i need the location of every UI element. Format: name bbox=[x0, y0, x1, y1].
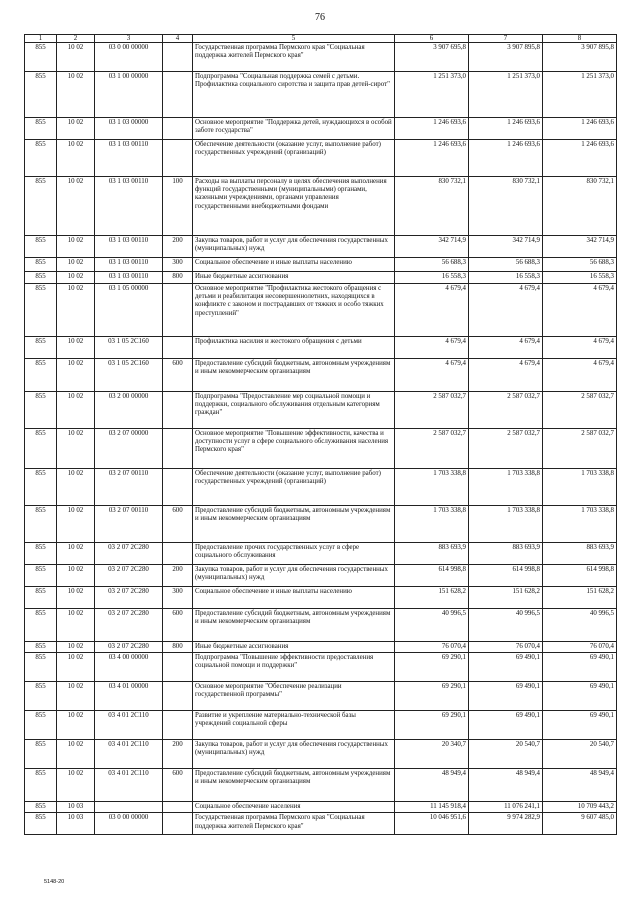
amount-year-1: 830 732,1 bbox=[395, 177, 469, 236]
department-code: 855 bbox=[25, 565, 57, 587]
amount-year-1: 3 907 695,8 bbox=[395, 43, 469, 72]
section-code: 10 03 bbox=[57, 802, 95, 813]
column-header: 5 bbox=[193, 35, 395, 43]
target-article-code: 03 2 07 2С280 bbox=[95, 642, 163, 653]
table-row bbox=[25, 469, 617, 506]
column-header: 6 bbox=[395, 35, 469, 43]
target-article-code: 03 2 00 00000 bbox=[95, 392, 163, 429]
column-header: 1 bbox=[25, 35, 57, 43]
target-article-code bbox=[95, 802, 163, 813]
expense-type-code bbox=[163, 682, 193, 711]
column-header: 4 bbox=[163, 35, 193, 43]
expense-type-code bbox=[163, 337, 193, 359]
target-article-code: 03 4 01 2С110 bbox=[95, 740, 163, 769]
amount-year-1: 76 070,4 bbox=[395, 642, 469, 653]
section-code: 10 02 bbox=[57, 258, 95, 272]
expense-type-code bbox=[163, 802, 193, 813]
amount-year-3: 69 490,1 bbox=[543, 711, 617, 740]
item-name: Основное мероприятие "Повышение эффективности, качества и доступности услуг в сфере социального обслуживания населения Пермского края" bbox=[193, 429, 395, 469]
item-name: Обеспечение деятельности (оказание услуг, выполнение работ) государственных учреждений (организаций) bbox=[193, 140, 395, 177]
amount-year-3: 10 709 443,2 bbox=[543, 802, 617, 813]
table-row bbox=[25, 272, 617, 284]
amount-year-1: 1 246 693,6 bbox=[395, 140, 469, 177]
department-code: 855 bbox=[25, 653, 57, 682]
section-code: 10 02 bbox=[57, 43, 95, 72]
amount-year-2: 342 714,9 bbox=[469, 236, 543, 258]
amount-year-3: 830 732,1 bbox=[543, 177, 617, 236]
section-code: 10 02 bbox=[57, 359, 95, 392]
item-name: Подпрограмма "Предоставление мер социальной помощи и поддержки, социального обслуживания отдельным категориям граждан" bbox=[193, 392, 395, 429]
amount-year-1: 20 340,7 bbox=[395, 740, 469, 769]
amount-year-1: 151 628,2 bbox=[395, 587, 469, 609]
section-code: 10 02 bbox=[57, 118, 95, 140]
expense-type-code bbox=[163, 469, 193, 506]
amount-year-2: 69 490,1 bbox=[469, 711, 543, 740]
amount-year-3: 40 996,5 bbox=[543, 609, 617, 642]
amount-year-3: 16 558,3 bbox=[543, 272, 617, 284]
footer-code: 5148-20 bbox=[44, 879, 65, 885]
item-name: Основное мероприятие "Обеспечение реализации государственной программы" bbox=[193, 682, 395, 711]
department-code: 855 bbox=[25, 682, 57, 711]
section-code: 10 02 bbox=[57, 587, 95, 609]
amount-year-3: 69 490,1 bbox=[543, 682, 617, 711]
department-code: 855 bbox=[25, 813, 57, 835]
target-article-code: 03 2 07 2С280 bbox=[95, 587, 163, 609]
expense-type-code: 600 bbox=[163, 359, 193, 392]
table-row bbox=[25, 258, 617, 272]
amount-year-2: 1 703 338,8 bbox=[469, 469, 543, 506]
amount-year-2: 3 907 895,8 bbox=[469, 43, 543, 72]
expense-type-code bbox=[163, 653, 193, 682]
target-article-code: 03 1 03 00000 bbox=[95, 118, 163, 140]
target-article-code: 03 1 05 00000 bbox=[95, 284, 163, 337]
amount-year-1: 2 587 032,7 bbox=[395, 392, 469, 429]
target-article-code: 03 2 07 2С280 bbox=[95, 565, 163, 587]
amount-year-2: 614 998,8 bbox=[469, 565, 543, 587]
amount-year-3: 1 251 373,0 bbox=[543, 72, 617, 118]
amount-year-3: 69 490,1 bbox=[543, 653, 617, 682]
table-row bbox=[25, 72, 617, 118]
amount-year-3: 2 587 032,7 bbox=[543, 429, 617, 469]
section-code: 10 02 bbox=[57, 392, 95, 429]
amount-year-3: 9 607 485,0 bbox=[543, 813, 617, 835]
amount-year-3: 1 246 693,6 bbox=[543, 118, 617, 140]
table-row bbox=[25, 653, 617, 682]
amount-year-3: 4 679,4 bbox=[543, 337, 617, 359]
target-article-code: 03 1 03 00110 bbox=[95, 272, 163, 284]
amount-year-1: 1 251 373,0 bbox=[395, 72, 469, 118]
amount-year-2: 2 587 032,7 bbox=[469, 429, 543, 469]
amount-year-2: 4 679,4 bbox=[469, 284, 543, 337]
section-code: 10 02 bbox=[57, 284, 95, 337]
target-article-code: 03 2 07 2С280 bbox=[95, 609, 163, 642]
department-code: 855 bbox=[25, 337, 57, 359]
amount-year-3: 4 679,4 bbox=[543, 359, 617, 392]
amount-year-2: 56 688,3 bbox=[469, 258, 543, 272]
expense-type-code bbox=[163, 543, 193, 565]
expense-type-code: 800 bbox=[163, 642, 193, 653]
amount-year-2: 2 587 032,7 bbox=[469, 392, 543, 429]
target-article-code: 03 4 01 2С110 bbox=[95, 711, 163, 740]
department-code: 855 bbox=[25, 359, 57, 392]
item-name: Предоставление субсидий бюджетным, автономным учреждениям и иным некоммерческим организациям bbox=[193, 609, 395, 642]
item-name: Государственная программа Пермского края "Социальная поддержка жителей Пермского края" bbox=[193, 43, 395, 72]
amount-year-3: 1 703 338,8 bbox=[543, 469, 617, 506]
department-code: 855 bbox=[25, 469, 57, 506]
table-row bbox=[25, 642, 617, 653]
amount-year-2: 883 693,9 bbox=[469, 543, 543, 565]
column-header: 8 bbox=[543, 35, 617, 43]
expense-type-code bbox=[163, 429, 193, 469]
amount-year-3: 4 679,4 bbox=[543, 284, 617, 337]
expense-type-code: 300 bbox=[163, 258, 193, 272]
amount-year-2: 830 732,1 bbox=[469, 177, 543, 236]
amount-year-3: 1 246 693,6 bbox=[543, 140, 617, 177]
target-article-code: 03 0 00 00000 bbox=[95, 43, 163, 72]
section-code: 10 02 bbox=[57, 337, 95, 359]
table-row bbox=[25, 543, 617, 565]
expense-type-code bbox=[163, 284, 193, 337]
item-name: Государственная программа Пермского края "Социальная поддержка жителей Пермского края" bbox=[193, 813, 395, 835]
target-article-code: 03 1 05 2С160 bbox=[95, 337, 163, 359]
section-code: 10 02 bbox=[57, 506, 95, 543]
amount-year-2: 151 628,2 bbox=[469, 587, 543, 609]
section-code: 10 02 bbox=[57, 469, 95, 506]
expense-type-code bbox=[163, 392, 193, 429]
amount-year-2: 40 996,5 bbox=[469, 609, 543, 642]
amount-year-3: 3 907 895,8 bbox=[543, 43, 617, 72]
item-name: Обеспечение деятельности (оказание услуг, выполнение работ) государственных учреждений (организаций) bbox=[193, 469, 395, 506]
target-article-code: 03 2 07 00000 bbox=[95, 429, 163, 469]
section-code: 10 03 bbox=[57, 813, 95, 835]
table-body bbox=[25, 43, 617, 835]
target-article-code: 03 1 03 00110 bbox=[95, 140, 163, 177]
department-code: 855 bbox=[25, 587, 57, 609]
item-name: Подпрограмма "Социальная поддержка семей с детьми. Профилактика социального сиротства и защита прав детей-сирот" bbox=[193, 72, 395, 118]
item-name: Профилактика насилия и жестокого обращения с детьми bbox=[193, 337, 395, 359]
amount-year-2: 1 246 693,6 bbox=[469, 118, 543, 140]
expense-type-code bbox=[163, 140, 193, 177]
amount-year-2: 4 679,4 bbox=[469, 337, 543, 359]
amount-year-1: 1 703 338,8 bbox=[395, 469, 469, 506]
amount-year-2: 4 679,4 bbox=[469, 359, 543, 392]
amount-year-3: 20 540,7 bbox=[543, 740, 617, 769]
expense-type-code bbox=[163, 711, 193, 740]
table-row bbox=[25, 609, 617, 642]
amount-year-1: 883 693,9 bbox=[395, 543, 469, 565]
amount-year-1: 4 679,4 bbox=[395, 359, 469, 392]
amount-year-2: 1 251 373,0 bbox=[469, 72, 543, 118]
table-row bbox=[25, 118, 617, 140]
section-code: 10 02 bbox=[57, 272, 95, 284]
amount-year-1: 69 290,1 bbox=[395, 653, 469, 682]
amount-year-1: 56 688,3 bbox=[395, 258, 469, 272]
table-row bbox=[25, 813, 617, 835]
section-code: 10 02 bbox=[57, 72, 95, 118]
expense-type-code: 600 bbox=[163, 609, 193, 642]
amount-year-1: 40 996,5 bbox=[395, 609, 469, 642]
amount-year-1: 4 679,4 bbox=[395, 284, 469, 337]
target-article-code: 03 1 00 00000 bbox=[95, 72, 163, 118]
expense-type-code: 600 bbox=[163, 506, 193, 543]
amount-year-2: 9 974 282,9 bbox=[469, 813, 543, 835]
item-name: Предоставление прочих государственных услуг в сфере социального обслуживания bbox=[193, 543, 395, 565]
amount-year-2: 48 949,4 bbox=[469, 769, 543, 802]
amount-year-2: 1 246 693,6 bbox=[469, 140, 543, 177]
expense-type-code: 300 bbox=[163, 587, 193, 609]
section-code: 10 02 bbox=[57, 642, 95, 653]
item-name: Закупка товаров, работ и услуг для обеспечения государственных (муниципальных) нужд bbox=[193, 740, 395, 769]
expense-type-code: 600 bbox=[163, 769, 193, 802]
column-header: 2 bbox=[57, 35, 95, 43]
section-code: 10 02 bbox=[57, 429, 95, 469]
department-code: 855 bbox=[25, 392, 57, 429]
item-name: Социальное обеспечение и иные выплаты населению bbox=[193, 258, 395, 272]
department-code: 855 bbox=[25, 769, 57, 802]
amount-year-3: 614 998,8 bbox=[543, 565, 617, 587]
amount-year-1: 1 703 338,8 bbox=[395, 506, 469, 543]
table-row bbox=[25, 429, 617, 469]
department-code: 855 bbox=[25, 429, 57, 469]
amount-year-2: 16 558,3 bbox=[469, 272, 543, 284]
item-name: Расходы на выплаты персоналу в целях обеспечения выполнения функций государственными (муниципальными) органами, казенными учреждениями, органами управления государственными внебюджетными фондами bbox=[193, 177, 395, 236]
section-code: 10 02 bbox=[57, 140, 95, 177]
department-code: 855 bbox=[25, 740, 57, 769]
table-row bbox=[25, 682, 617, 711]
section-code: 10 02 bbox=[57, 711, 95, 740]
amount-year-3: 342 714,9 bbox=[543, 236, 617, 258]
item-name: Подпрограмма "Повышение эффективности предоставления социальной помощи и поддержки" bbox=[193, 653, 395, 682]
amount-year-1: 48 949,4 bbox=[395, 769, 469, 802]
target-article-code: 03 4 00 00000 bbox=[95, 653, 163, 682]
department-code: 855 bbox=[25, 72, 57, 118]
table-row bbox=[25, 587, 617, 609]
target-article-code: 03 1 03 00110 bbox=[95, 258, 163, 272]
target-article-code: 03 2 07 00110 bbox=[95, 469, 163, 506]
department-code: 855 bbox=[25, 543, 57, 565]
amount-year-1: 69 290,1 bbox=[395, 711, 469, 740]
target-article-code: 03 1 05 2С160 bbox=[95, 359, 163, 392]
amount-year-3: 2 587 032,7 bbox=[543, 392, 617, 429]
item-name: Развитие и укрепление материально-технической базы учреждений социальной сферы bbox=[193, 711, 395, 740]
section-code: 10 02 bbox=[57, 653, 95, 682]
table-row bbox=[25, 284, 617, 337]
item-name: Основное мероприятие "Профилактика жестокого обращения с детьми и реабилитация несовершеннолетних, находящихся в конфликте с законом и пострадавших от тяжких и особо тяжких преступлений" bbox=[193, 284, 395, 337]
section-code: 10 02 bbox=[57, 177, 95, 236]
expense-type-code: 800 bbox=[163, 272, 193, 284]
expense-type-code bbox=[163, 118, 193, 140]
amount-year-1: 4 679,4 bbox=[395, 337, 469, 359]
department-code: 855 bbox=[25, 118, 57, 140]
header-row bbox=[25, 35, 617, 43]
budget-table bbox=[24, 34, 617, 835]
amount-year-2: 69 490,1 bbox=[469, 653, 543, 682]
table-row bbox=[25, 337, 617, 359]
amount-year-3: 76 070,4 bbox=[543, 642, 617, 653]
section-code: 10 02 bbox=[57, 682, 95, 711]
column-header: 7 bbox=[469, 35, 543, 43]
item-name: Закупка товаров, работ и услуг для обеспечения государственных (муниципальных) нужд bbox=[193, 236, 395, 258]
table-row bbox=[25, 236, 617, 258]
target-article-code: 03 4 01 2С110 bbox=[95, 769, 163, 802]
amount-year-1: 342 714,9 bbox=[395, 236, 469, 258]
target-article-code: 03 4 01 00000 bbox=[95, 682, 163, 711]
column-header: 3 bbox=[95, 35, 163, 43]
section-code: 10 02 bbox=[57, 565, 95, 587]
amount-year-1: 10 046 951,6 bbox=[395, 813, 469, 835]
department-code: 855 bbox=[25, 642, 57, 653]
item-name: Предоставление субсидий бюджетным, автономным учреждениям и иным некоммерческим организациям bbox=[193, 506, 395, 543]
table-row bbox=[25, 177, 617, 236]
department-code: 855 bbox=[25, 802, 57, 813]
expense-type-code: 200 bbox=[163, 740, 193, 769]
expense-type-code: 200 bbox=[163, 565, 193, 587]
table-row bbox=[25, 802, 617, 813]
section-code: 10 02 bbox=[57, 740, 95, 769]
amount-year-1: 69 290,1 bbox=[395, 682, 469, 711]
item-name: Предоставление субсидий бюджетным, автономным учреждениям и иным некоммерческим организациям bbox=[193, 359, 395, 392]
amount-year-3: 151 628,2 bbox=[543, 587, 617, 609]
department-code: 855 bbox=[25, 284, 57, 337]
amount-year-3: 1 703 338,8 bbox=[543, 506, 617, 543]
section-code: 10 02 bbox=[57, 769, 95, 802]
expense-type-code bbox=[163, 43, 193, 72]
expense-type-code bbox=[163, 813, 193, 835]
department-code: 855 bbox=[25, 43, 57, 72]
item-name: Предоставление субсидий бюджетным, автономным учреждениям и иным некоммерческим организациям bbox=[193, 769, 395, 802]
amount-year-2: 1 703 338,8 bbox=[469, 506, 543, 543]
target-article-code: 03 2 07 2С280 bbox=[95, 543, 163, 565]
table-row bbox=[25, 711, 617, 740]
amount-year-1: 614 998,8 bbox=[395, 565, 469, 587]
department-code: 855 bbox=[25, 140, 57, 177]
target-article-code: 03 1 03 00110 bbox=[95, 236, 163, 258]
item-name: Социальное обеспечение и иные выплаты населению bbox=[193, 587, 395, 609]
expense-type-code: 200 bbox=[163, 236, 193, 258]
department-code: 855 bbox=[25, 609, 57, 642]
amount-year-1: 11 145 918,4 bbox=[395, 802, 469, 813]
department-code: 855 bbox=[25, 177, 57, 236]
section-code: 10 02 bbox=[57, 609, 95, 642]
department-code: 855 bbox=[25, 711, 57, 740]
department-code: 855 bbox=[25, 506, 57, 543]
table-row bbox=[25, 140, 617, 177]
amount-year-3: 48 949,4 bbox=[543, 769, 617, 802]
amount-year-1: 16 558,3 bbox=[395, 272, 469, 284]
expense-type-code: 100 bbox=[163, 177, 193, 236]
item-name: Закупка товаров, работ и услуг для обеспечения государственных (муниципальных) нужд bbox=[193, 565, 395, 587]
amount-year-2: 20 540,7 bbox=[469, 740, 543, 769]
section-code: 10 02 bbox=[57, 543, 95, 565]
department-code: 855 bbox=[25, 236, 57, 258]
amount-year-2: 69 490,1 bbox=[469, 682, 543, 711]
section-code: 10 02 bbox=[57, 236, 95, 258]
department-code: 855 bbox=[25, 258, 57, 272]
target-article-code: 03 0 00 00000 bbox=[95, 813, 163, 835]
amount-year-3: 56 688,3 bbox=[543, 258, 617, 272]
table-row bbox=[25, 392, 617, 429]
table-row bbox=[25, 769, 617, 802]
page-number: 76 bbox=[315, 12, 325, 23]
amount-year-3: 883 693,9 bbox=[543, 543, 617, 565]
table-row bbox=[25, 506, 617, 543]
item-name: Социальное обеспечение населения bbox=[193, 802, 395, 813]
table-row bbox=[25, 43, 617, 72]
amount-year-2: 76 070,4 bbox=[469, 642, 543, 653]
amount-year-1: 2 587 032,7 bbox=[395, 429, 469, 469]
target-article-code: 03 2 07 00110 bbox=[95, 506, 163, 543]
item-name: Иные бюджетные ассигнования bbox=[193, 272, 395, 284]
amount-year-2: 11 076 241,1 bbox=[469, 802, 543, 813]
item-name: Иные бюджетные ассигнования bbox=[193, 642, 395, 653]
target-article-code: 03 1 03 00110 bbox=[95, 177, 163, 236]
table-row bbox=[25, 359, 617, 392]
table-row bbox=[25, 565, 617, 587]
department-code: 855 bbox=[25, 272, 57, 284]
table-row bbox=[25, 740, 617, 769]
item-name: Основное мероприятие "Поддержка детей, нуждающихся в особой заботе государства" bbox=[193, 118, 395, 140]
amount-year-1: 1 246 693,6 bbox=[395, 118, 469, 140]
expense-type-code bbox=[163, 72, 193, 118]
